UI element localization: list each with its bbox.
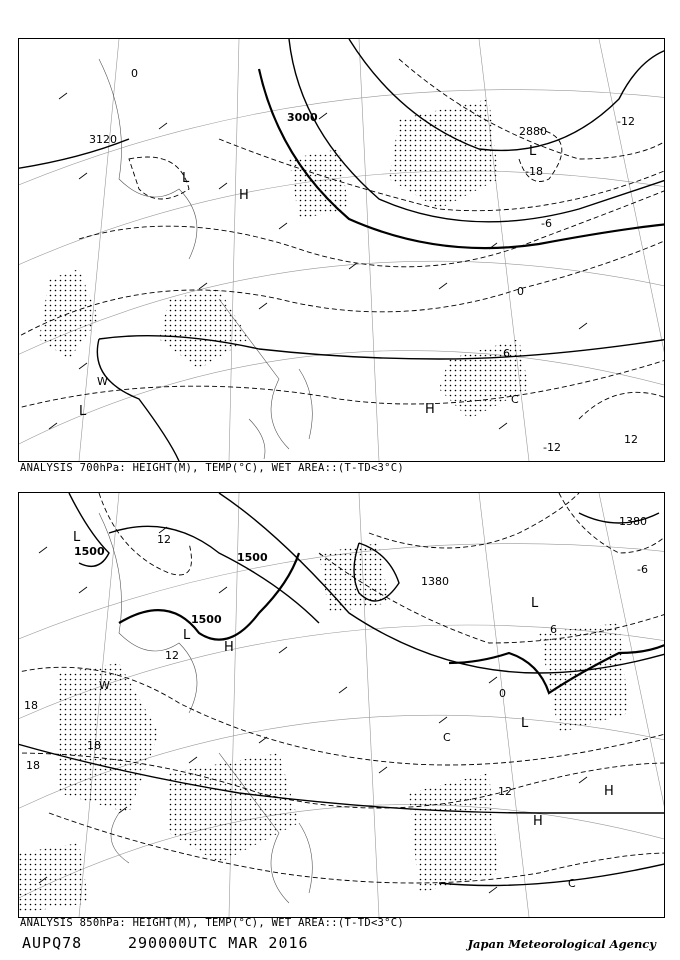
temp-label: 12: [624, 433, 638, 446]
chart-850hpa: [18, 492, 665, 918]
map-700hpa: [19, 39, 664, 461]
temp-label: 18: [87, 739, 101, 752]
center-warm: W: [97, 375, 108, 388]
agency-name: Japan Meteorological Agency: [467, 937, 656, 951]
coastlines: [99, 59, 312, 459]
temp-label: -12: [543, 441, 561, 454]
height-label: 1500: [74, 545, 105, 558]
temp-label: 18: [26, 759, 40, 772]
temp-label: -12: [617, 115, 635, 128]
caption-850hpa: ANALYSIS 850hPa: HEIGHT(M), TEMP(°C), WET AREA::(T-TD<3°C): [20, 917, 405, 929]
center-low: L: [531, 596, 539, 611]
height-label: 2880: [519, 125, 547, 138]
temp-label: -6: [541, 217, 552, 230]
temp-label: 0: [517, 285, 524, 298]
center-high: H: [425, 402, 435, 417]
temp-label: 0: [499, 687, 506, 700]
center-cold: C: [443, 731, 451, 744]
temp-label: -18: [525, 165, 543, 178]
temp-label: 6: [503, 347, 510, 360]
center-high: H: [604, 784, 614, 799]
center-low: L: [521, 716, 529, 731]
center-low: L: [529, 144, 537, 159]
center-high: H: [533, 814, 543, 829]
temp-label: 18: [24, 699, 38, 712]
temp-label: 12: [165, 649, 179, 662]
temp-label: 12: [498, 785, 512, 798]
wet-areas: [39, 99, 529, 419]
center-warm: W: [99, 679, 110, 692]
center-high: H: [239, 188, 249, 203]
height-label: 1380: [619, 515, 647, 528]
temp-label: -6: [637, 563, 648, 576]
temp-label: 12: [157, 533, 171, 546]
height-label: 3120: [89, 133, 117, 146]
center-cold: C: [568, 877, 576, 890]
caption-700hpa: ANALYSIS 700hPa: HEIGHT(M), TEMP(°C), WET AREA::(T-TD<3°C): [20, 462, 405, 474]
temp-label: 6: [550, 623, 557, 636]
valid-time: 290000UTC MAR 2016: [128, 934, 309, 952]
center-low: L: [73, 530, 81, 545]
map-850hpa: [19, 493, 664, 917]
temp-label: 0: [131, 67, 138, 80]
center-low: L: [79, 404, 87, 419]
center-high: H: [224, 640, 234, 655]
center-cold: C: [511, 393, 519, 406]
center-low: L: [183, 628, 191, 643]
height-label: 3000: [287, 111, 318, 124]
center-low: L: [182, 171, 190, 186]
chart-code: AUPQ78: [22, 934, 83, 952]
height-label: 1380: [421, 575, 449, 588]
chart-700hpa: [18, 38, 665, 462]
height-label: 1500: [191, 613, 222, 626]
height-label: 1500: [237, 551, 268, 564]
